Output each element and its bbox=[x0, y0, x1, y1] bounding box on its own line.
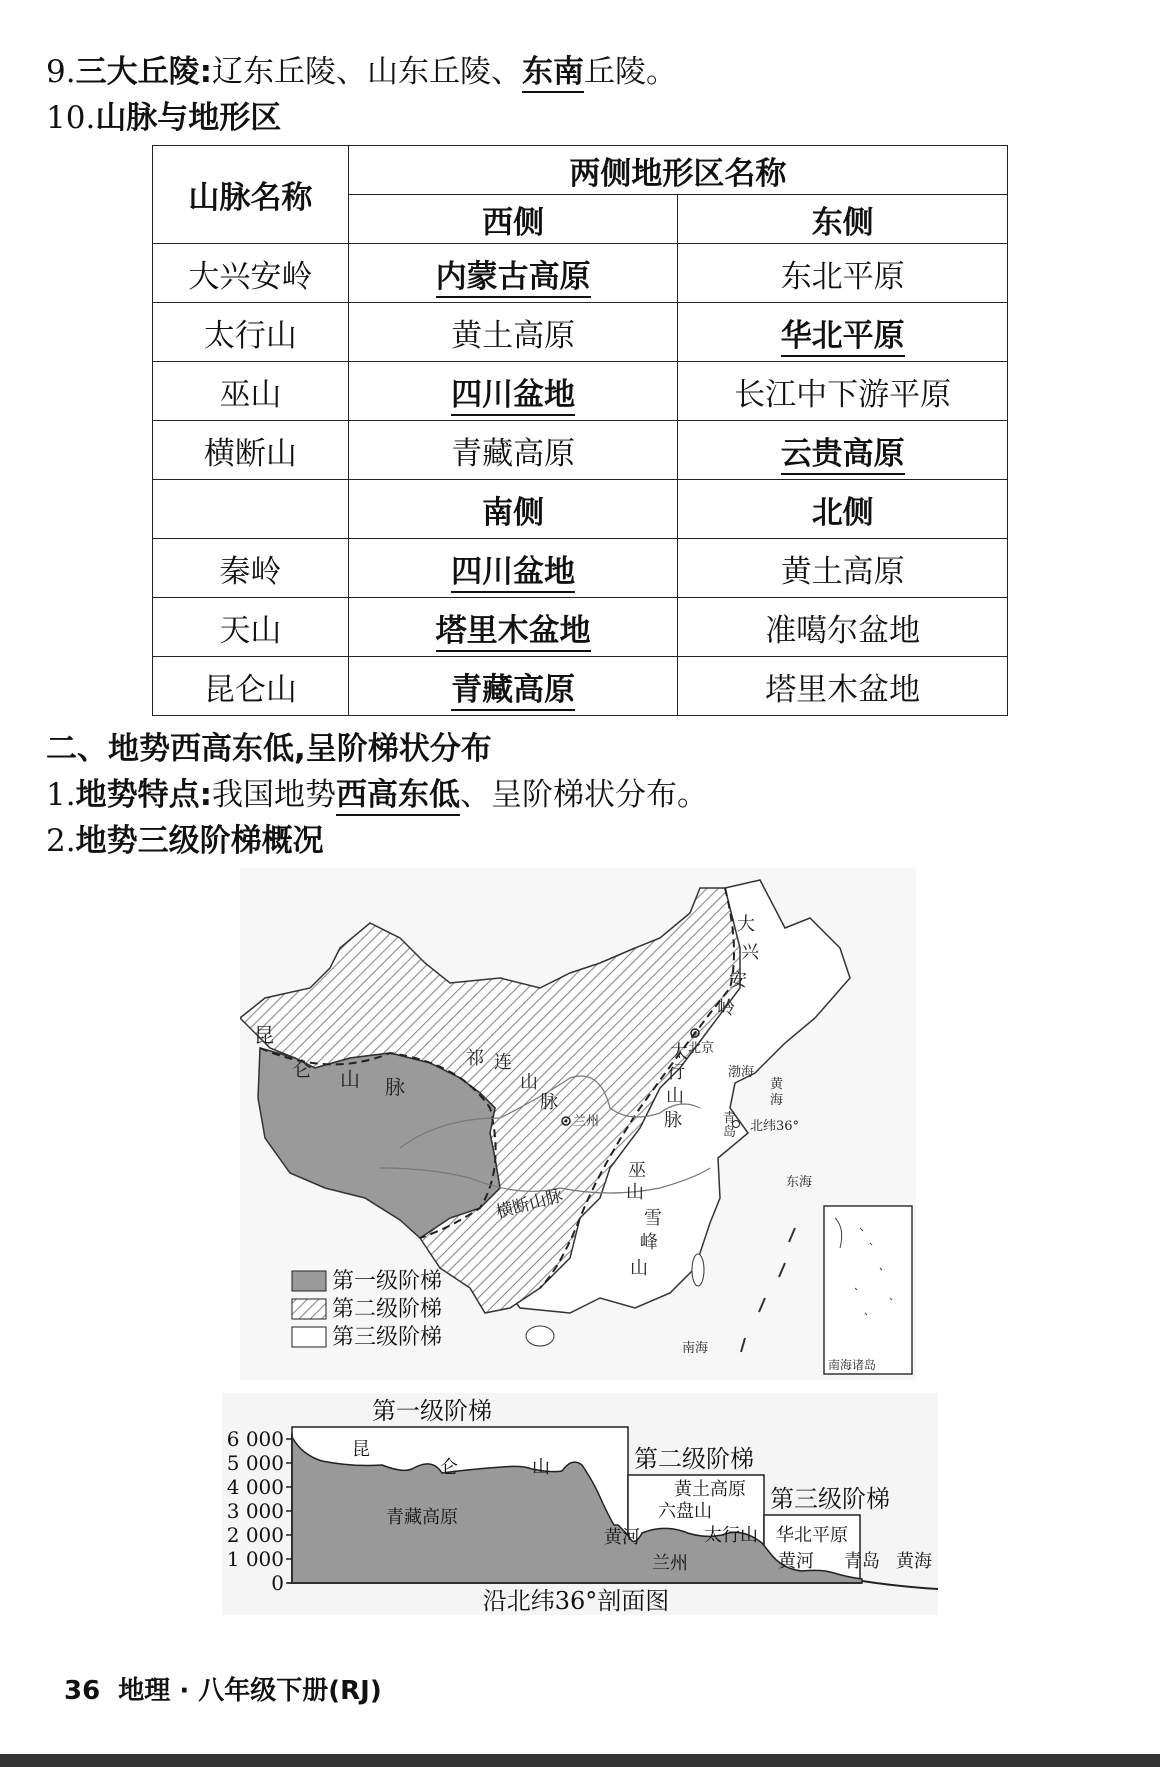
header-mountain-name: 山脉名称 bbox=[153, 146, 349, 244]
point-2 bbox=[46, 821, 324, 861]
page-number: 36 bbox=[64, 1676, 101, 1706]
qilian-char: 祁 bbox=[466, 1048, 484, 1069]
lat36-label: 北纬36° bbox=[750, 1119, 800, 1134]
section-10 bbox=[46, 98, 281, 138]
mountain-cell: 昆仑山 bbox=[153, 657, 349, 716]
sea-floor bbox=[862, 1581, 938, 1589]
header-south: 南侧 bbox=[348, 480, 678, 539]
y-tick-label: 0 bbox=[271, 1571, 284, 1595]
map-legend bbox=[292, 1269, 442, 1350]
table-row bbox=[153, 598, 1008, 657]
huanghe-label-1: 黄河 bbox=[604, 1527, 640, 1548]
nanhai-label: 南海 bbox=[682, 1341, 709, 1356]
answer-text: 四川盆地 bbox=[451, 554, 575, 593]
table-row bbox=[153, 244, 1008, 303]
hengduan-label: 横断山脉 bbox=[494, 1185, 565, 1223]
xuefeng-char: 山 bbox=[630, 1258, 648, 1279]
north-cell: 准噶尔盆地 bbox=[678, 598, 1008, 657]
west-cell: 黄土高原 bbox=[348, 303, 678, 362]
beijing-label: 北京 bbox=[688, 1041, 715, 1056]
huanghe-label-2: 黄河 bbox=[778, 1551, 814, 1572]
kunlun-char: 仑 bbox=[440, 1457, 458, 1478]
east-cell: 长江中下游平原 bbox=[678, 362, 1008, 421]
section-9 bbox=[46, 52, 677, 92]
huanghai-char: 海 bbox=[770, 1093, 784, 1108]
west-cell bbox=[348, 244, 678, 303]
step2-title: 第二级阶梯 bbox=[634, 1445, 754, 1473]
huanghai-label: 黄海 bbox=[896, 1551, 932, 1572]
step3-title: 第三级阶梯 bbox=[770, 1485, 890, 1513]
mountain-cell: 秦岭 bbox=[153, 539, 349, 598]
point-1-text-end: 、呈阶梯状分布。 bbox=[459, 777, 708, 813]
qilian-char: 连 bbox=[494, 1052, 512, 1073]
qingdao-char: 岛 bbox=[723, 1125, 737, 1140]
header-north: 北侧 bbox=[678, 480, 1008, 539]
point-2-title: 地势三级阶梯概况 bbox=[75, 823, 324, 859]
wu-char: 巫 bbox=[628, 1160, 646, 1181]
answer-text: 云贵高原 bbox=[781, 436, 905, 475]
section-9-text: 辽东丘陵、山东丘陵、 bbox=[211, 54, 522, 90]
kunlun-char: 仑 bbox=[292, 1057, 312, 1081]
page-footer bbox=[64, 1670, 382, 1707]
table-row bbox=[153, 539, 1008, 598]
point-2-number: 2. bbox=[46, 823, 76, 859]
section-9-text-end: 丘陵。 bbox=[583, 54, 677, 90]
header-sides: 两侧地形区名称 bbox=[348, 146, 1007, 195]
hainan-island bbox=[526, 1326, 554, 1346]
answer-text: 塔里木盆地 bbox=[436, 613, 591, 652]
y-tick-label: 6 000 bbox=[226, 1427, 284, 1451]
point-1-number: 1. bbox=[46, 777, 76, 813]
taihang-char: 太 bbox=[670, 1042, 688, 1063]
qilian-char: 山 bbox=[520, 1072, 538, 1093]
mountain-cell: 天山 bbox=[153, 598, 349, 657]
taihang-char: 行 bbox=[667, 1062, 685, 1083]
terrain-steps-map bbox=[240, 868, 916, 1380]
table-row bbox=[153, 303, 1008, 362]
daxing-char: 安 bbox=[729, 970, 747, 991]
islands-label: 南海诸岛 bbox=[828, 1358, 877, 1372]
huabei-label: 华北平原 bbox=[776, 1525, 848, 1546]
profile-caption: 沿北纬36°剖面图 bbox=[482, 1587, 670, 1615]
north-cell: 黄土高原 bbox=[678, 539, 1008, 598]
header-west: 西侧 bbox=[348, 195, 678, 244]
kunlun-char: 脉 bbox=[385, 1075, 405, 1099]
daxing-char: 大 bbox=[737, 914, 755, 935]
y-tick-label: 3 000 bbox=[226, 1499, 284, 1523]
mountain-cell: 太行山 bbox=[153, 303, 349, 362]
legend-swatch-step3 bbox=[292, 1327, 326, 1347]
xuefeng-char: 峰 bbox=[640, 1232, 658, 1253]
legend-label-step1: 第一级阶梯 bbox=[332, 1269, 443, 1294]
kunlun-char: 山 bbox=[340, 1067, 360, 1091]
west-cell bbox=[348, 362, 678, 421]
south-cell bbox=[348, 598, 678, 657]
map-svg bbox=[240, 868, 916, 1380]
legend-label-step3: 第三级阶梯 bbox=[332, 1325, 443, 1350]
east-cell bbox=[678, 421, 1008, 480]
legend-label-step2: 第二级阶梯 bbox=[332, 1297, 443, 1322]
huanghai-char: 黄 bbox=[770, 1077, 784, 1092]
lanzhou-label: 兰州 bbox=[573, 1114, 600, 1129]
table-row bbox=[153, 657, 1008, 716]
qingzang-label: 青藏高原 bbox=[386, 1507, 458, 1528]
y-tick-label: 2 000 bbox=[226, 1523, 284, 1547]
bohai-label: 渤海 bbox=[728, 1065, 755, 1080]
taihang-char: 脉 bbox=[664, 1110, 682, 1131]
qingdao-label: 青岛 bbox=[844, 1551, 880, 1572]
mountain-cell: 巫山 bbox=[153, 362, 349, 421]
header-east: 东侧 bbox=[678, 195, 1008, 244]
mountain-cell: 横断山 bbox=[153, 421, 349, 480]
liupan-label: 六盘山 bbox=[658, 1501, 712, 1522]
taiwan-island bbox=[692, 1254, 704, 1286]
east-cell bbox=[678, 303, 1008, 362]
xuefeng-char: 雪 bbox=[644, 1208, 662, 1229]
point-1 bbox=[46, 775, 708, 815]
mountain-table bbox=[152, 145, 1008, 716]
huangtu-label: 黄土高原 bbox=[674, 1479, 746, 1500]
section-10-title: 山脉与地形区 bbox=[95, 100, 282, 136]
qingdao-char: 青 bbox=[723, 1111, 737, 1126]
answer-text: 内蒙古高原 bbox=[436, 259, 591, 298]
taihang-char: 山 bbox=[666, 1086, 684, 1107]
section-9-answer: 东南 bbox=[522, 54, 584, 93]
answer-text: 青藏高原 bbox=[451, 672, 575, 711]
wu-char: 山 bbox=[626, 1182, 644, 1203]
kunlun-char: 山 bbox=[532, 1457, 550, 1478]
donghai-label: 东海 bbox=[786, 1175, 813, 1190]
section-9-title: 三大丘陵: bbox=[75, 54, 212, 90]
daxing-char: 兴 bbox=[741, 942, 759, 963]
south-sea-inset bbox=[824, 1206, 912, 1374]
step1-title: 第一级阶梯 bbox=[372, 1397, 492, 1425]
point-1-answer: 西高东低 bbox=[336, 777, 460, 816]
west-cell: 青藏高原 bbox=[348, 421, 678, 480]
profile-svg bbox=[222, 1393, 938, 1615]
answer-text: 华北平原 bbox=[781, 318, 905, 357]
south-cell bbox=[348, 539, 678, 598]
point-1-text: 我国地势 bbox=[211, 777, 336, 813]
y-tick-label: 5 000 bbox=[226, 1451, 284, 1475]
y-tick-label: 4 000 bbox=[226, 1475, 284, 1499]
legend-swatch-step2 bbox=[292, 1299, 326, 1319]
answer-text: 四川盆地 bbox=[451, 377, 575, 416]
qilian-char: 脉 bbox=[540, 1092, 558, 1113]
bottom-bar bbox=[0, 1754, 1160, 1767]
east-cell: 东北平原 bbox=[678, 244, 1008, 303]
south-cell bbox=[348, 657, 678, 716]
daxing-char: 岭 bbox=[717, 998, 735, 1019]
table-subheader-row bbox=[153, 480, 1008, 539]
book-title: 地理 · 八年级下册(RJ) bbox=[118, 1676, 382, 1706]
point-1-title: 地势特点: bbox=[75, 777, 212, 813]
kunlun-char: 昆 bbox=[254, 1023, 274, 1047]
legend-swatch-step1 bbox=[292, 1271, 326, 1291]
table-row bbox=[153, 421, 1008, 480]
lanzhou-label: 兰州 bbox=[652, 1553, 688, 1574]
section-2-title: 二、地势西高东低,呈阶梯状分布 bbox=[46, 731, 492, 767]
taihang-label: 太行山 bbox=[704, 1525, 758, 1546]
y-tick-labels bbox=[227, 1427, 284, 1595]
y-tick-label: 1 000 bbox=[226, 1547, 284, 1571]
kunlun-char: 昆 bbox=[352, 1439, 370, 1460]
y-ticks bbox=[286, 1439, 292, 1583]
empty-cell bbox=[153, 480, 349, 539]
profile-diagram bbox=[222, 1393, 938, 1615]
table-row bbox=[153, 362, 1008, 421]
section-9-number: 9. bbox=[46, 54, 76, 90]
section-10-number: 10. bbox=[46, 100, 96, 136]
north-cell: 塔里木盆地 bbox=[678, 657, 1008, 716]
mountain-cell: 大兴安岭 bbox=[153, 244, 349, 303]
